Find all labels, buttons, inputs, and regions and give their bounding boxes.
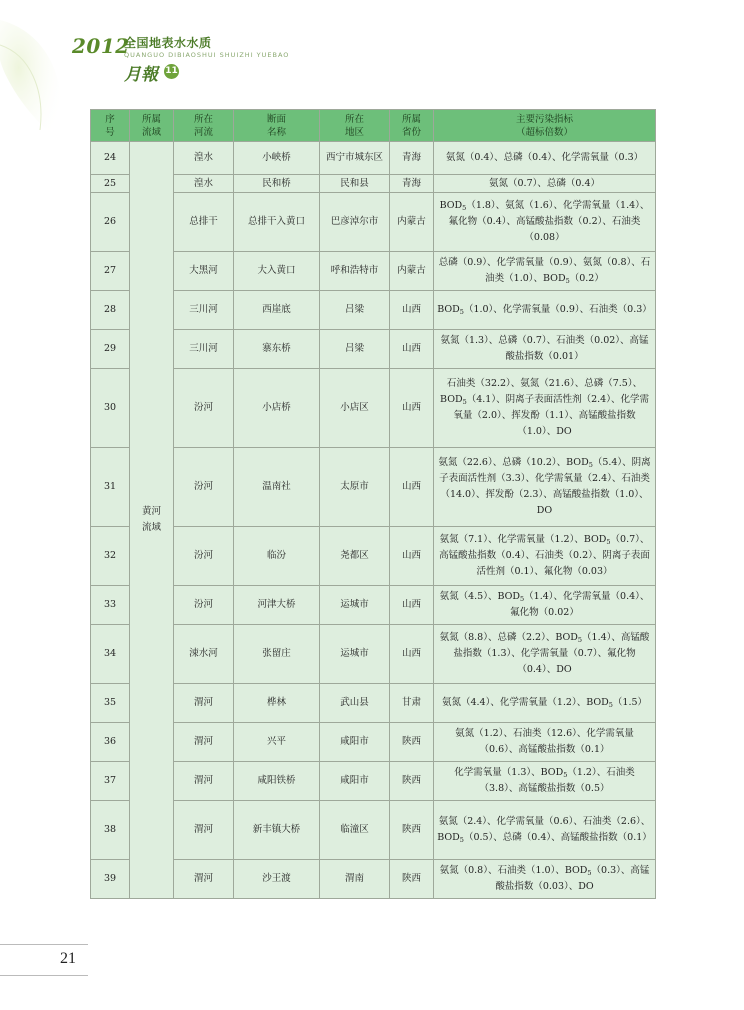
cell-pollutants: 氨氮（0.7）、总磷（0.4） <box>434 175 656 193</box>
water-quality-table <box>90 109 656 899</box>
cell-river: 三川河 <box>174 291 234 330</box>
cell-section: 总排干入黄口 <box>234 193 320 252</box>
table-row <box>91 330 656 369</box>
cell-province: 山西 <box>390 330 434 369</box>
cell-pollutants: 石油类（32.2）、氨氮（21.6）、总磷（7.5）、$BOD_5(4.1)$、阴离子表面活性剂（2.4）、化学需氧量（2.0）、挥发酚（1.1）、高锰酸盐指数（1.0）、DO <box>434 369 656 448</box>
table-row <box>91 252 656 291</box>
cell-pollutants: 氨氮（2.4）、化学需氧量（0.6）、石油类（2.6）、$BOD_5(0.5)$、总磷（0.4）、高锰酸盐指数（0.1） <box>434 801 656 860</box>
column-header-line: 所属 <box>401 113 421 125</box>
table-row <box>91 801 656 860</box>
cell-region: 吕梁 <box>320 330 390 369</box>
cell-province: 山西 <box>390 625 434 684</box>
cell-region: 太原市 <box>320 448 390 527</box>
column-header-line: 省份 <box>401 126 421 138</box>
cell-number: 24 <box>91 142 130 175</box>
cell-river: 大黑河 <box>174 252 234 291</box>
column-header-line: 地区 <box>344 126 364 138</box>
cell-section: 大入黄口 <box>234 252 320 291</box>
cell-province: 青海 <box>390 142 434 175</box>
cell-province: 陕西 <box>390 801 434 860</box>
cell-river: 涑水河 <box>174 625 234 684</box>
cell-section: 温南社 <box>234 448 320 527</box>
cell-number: 38 <box>91 801 130 860</box>
cell-river: 汾河 <box>174 586 234 625</box>
cell-river: 汾河 <box>174 369 234 448</box>
column-header-line: 主要污染指标 <box>515 113 573 125</box>
cell-region: 咸阳市 <box>320 762 390 801</box>
table-row <box>91 369 656 448</box>
footer-rule <box>0 975 88 976</box>
cell-section: 桦林 <box>234 684 320 723</box>
header-monthly: 月報 <box>124 65 158 85</box>
cell-river: 汾河 <box>174 448 234 527</box>
cell-region: 咸阳市 <box>320 723 390 762</box>
cell-pollutants: 化学需氧量（1.3）、$BOD_5(1.2)$、石油类（3.8）、高锰酸盐指数（0.5） <box>434 762 656 801</box>
cell-pollutants: 氨氮（0.8）、石油类（1.0）、$BOD_5(0.3)$、高锰酸盐指数（0.03）、DO <box>434 860 656 899</box>
cell-province: 山西 <box>390 448 434 527</box>
cell-number: 35 <box>91 684 130 723</box>
footer-rule <box>0 944 88 945</box>
cell-pollutants: 氨氮（22.6）、总磷（10.2）、$BOD_5(5.4)$、阴离子表面活性剂（3.3）、化学需氧量（2.4）、石油类（14.0）、挥发酚（2.3）、高锰酸盐指数（1.0）、DO <box>434 448 656 527</box>
cell-region: 运城市 <box>320 586 390 625</box>
cell-region: 民和县 <box>320 175 390 193</box>
header-year: 2012 <box>72 34 130 58</box>
cell-region: 呼和浩特市 <box>320 252 390 291</box>
cell-province: 陕西 <box>390 860 434 899</box>
cell-province: 青海 <box>390 175 434 193</box>
table-row <box>91 684 656 723</box>
column-header <box>434 110 656 142</box>
issue-badge: 11 <box>164 64 179 79</box>
cell-province: 山西 <box>390 586 434 625</box>
cell-pollutants: 氨氮（0.4）、总磷（0.4）、化学需氧量（0.3） <box>434 142 656 175</box>
cell-province: 陕西 <box>390 723 434 762</box>
cell-pollutants: 氨氮（8.8）、总磷（2.2）、$BOD_5(1.4)$、高锰酸盐指数（1.3）、化学需氧量（0.7）、氟化物（0.4）、DO <box>434 625 656 684</box>
cell-river: 总排干 <box>174 193 234 252</box>
cell-section: 西崖底 <box>234 291 320 330</box>
cell-section: 咸阳铁桥 <box>234 762 320 801</box>
column-header <box>130 110 174 142</box>
cell-river: 渭河 <box>174 860 234 899</box>
cell-province: 山西 <box>390 291 434 330</box>
cell-number: 25 <box>91 175 130 193</box>
column-header-line: 序 <box>105 113 115 125</box>
cell-pollutants: $BOD_5(1.0)$、化学需氧量（0.9）、石油类（0.3） <box>434 291 656 330</box>
cell-number: 29 <box>91 330 130 369</box>
column-header-line: 所在 <box>193 113 213 125</box>
cell-province: 内蒙古 <box>390 252 434 291</box>
cell-pollutants: 氨氮（1.3）、总磷（0.7）、石油类（0.02）、高锰酸盐指数（0.01） <box>434 330 656 369</box>
cell-pollutants: $BOD_5(1.8)$、氨氮（1.6）、化学需氧量（1.4）、氟化物（0.4）、高锰酸盐指数（0.2）、石油类（0.08） <box>434 193 656 252</box>
table-row <box>91 291 656 330</box>
cell-province: 内蒙古 <box>390 193 434 252</box>
basin-line: 黄河 <box>141 506 161 517</box>
cell-number: 34 <box>91 625 130 684</box>
cell-pollutants: 氨氮（7.1）、化学需氧量（1.2）、$BOD_5(0.7)$、高锰酸盐指数（0.4）、石油类（0.2）、阴离子表面活性剂（0.1）、氟化物（0.03） <box>434 527 656 586</box>
column-header <box>320 110 390 142</box>
cell-river: 渭河 <box>174 684 234 723</box>
cell-number: 28 <box>91 291 130 330</box>
cell-province: 甘肃 <box>390 684 434 723</box>
table-header-row <box>91 110 656 142</box>
cell-number: 27 <box>91 252 130 291</box>
cell-section: 民和桥 <box>234 175 320 193</box>
cell-number: 32 <box>91 527 130 586</box>
cell-river: 三川河 <box>174 330 234 369</box>
cell-region: 武山县 <box>320 684 390 723</box>
cell-number: 33 <box>91 586 130 625</box>
cell-province: 山西 <box>390 369 434 448</box>
cell-section: 寨东桥 <box>234 330 320 369</box>
table-row <box>91 723 656 762</box>
cell-basin <box>130 142 174 899</box>
column-header-line: 号 <box>105 126 115 138</box>
cell-pollutants: 氨氮（4.5）、$BOD_5(1.4)$、化学需氧量（0.4）、氟化物（0.02） <box>434 586 656 625</box>
cell-number: 37 <box>91 762 130 801</box>
cell-river: 渭河 <box>174 723 234 762</box>
table-row <box>91 586 656 625</box>
cell-section: 临汾 <box>234 527 320 586</box>
column-header-line: 流域 <box>141 126 161 138</box>
cell-river: 渭河 <box>174 762 234 801</box>
cell-river: 湟水 <box>174 142 234 175</box>
column-header-line: 所在 <box>344 113 364 125</box>
cell-section: 新丰镇大桥 <box>234 801 320 860</box>
column-header-line: 断面 <box>266 113 286 125</box>
cell-region: 吕梁 <box>320 291 390 330</box>
cell-section: 张留庄 <box>234 625 320 684</box>
table-row <box>91 860 656 899</box>
cell-number: 36 <box>91 723 130 762</box>
cell-region: 临潼区 <box>320 801 390 860</box>
cell-region: 渭南 <box>320 860 390 899</box>
column-header-line: 所属 <box>141 113 161 125</box>
cell-province: 陕西 <box>390 762 434 801</box>
column-header-line: 名称 <box>266 126 286 138</box>
basin-line: 流域 <box>141 522 161 533</box>
cell-river: 湟水 <box>174 175 234 193</box>
cell-region: 小店区 <box>320 369 390 448</box>
cell-pollutants: 氨氮（4.4）、化学需氧量（1.2）、$BOD_5(1.5)$ <box>434 684 656 723</box>
table-row <box>91 193 656 252</box>
table-row <box>91 527 656 586</box>
magazine-header <box>72 28 332 88</box>
table-row <box>91 175 656 193</box>
column-header <box>174 110 234 142</box>
table-row <box>91 625 656 684</box>
cell-province: 山西 <box>390 527 434 586</box>
header-pinyin: QUANGUO DIBIAOSHUI SHUIZHI YUEBAO <box>124 51 290 59</box>
column-header <box>390 110 434 142</box>
table-row <box>91 448 656 527</box>
cell-region: 运城市 <box>320 625 390 684</box>
cell-section: 小店桥 <box>234 369 320 448</box>
column-header-line: 河流 <box>193 126 213 138</box>
column-header-line: （超标倍数） <box>515 126 573 138</box>
cell-section: 河津大桥 <box>234 586 320 625</box>
table-body <box>91 142 656 899</box>
cell-river: 渭河 <box>174 801 234 860</box>
cell-pollutants: 总磷（0.9）、化学需氧量（0.9）、氨氮（0.8）、石油类（1.0）、$BOD_5(0.2)$ <box>434 252 656 291</box>
cell-section: 兴平 <box>234 723 320 762</box>
cell-section: 小峡桥 <box>234 142 320 175</box>
cell-number: 31 <box>91 448 130 527</box>
table-row <box>91 142 656 175</box>
cell-number: 26 <box>91 193 130 252</box>
cell-pollutants: 氨氮（1.2）、石油类（12.6）、化学需氧量（0.6）、高锰酸盐指数（0.1） <box>434 723 656 762</box>
cell-number: 39 <box>91 860 130 899</box>
header-title: 全国地表水水质 <box>124 36 212 50</box>
cell-section: 沙王渡 <box>234 860 320 899</box>
page-number: 21 <box>60 950 76 967</box>
cell-number: 30 <box>91 369 130 448</box>
cell-region: 尧都区 <box>320 527 390 586</box>
column-header <box>91 110 130 142</box>
cell-region: 巴彦淖尔市 <box>320 193 390 252</box>
cell-river: 汾河 <box>174 527 234 586</box>
table-row <box>91 762 656 801</box>
column-header <box>234 110 320 142</box>
cell-region: 西宁市城东区 <box>320 142 390 175</box>
